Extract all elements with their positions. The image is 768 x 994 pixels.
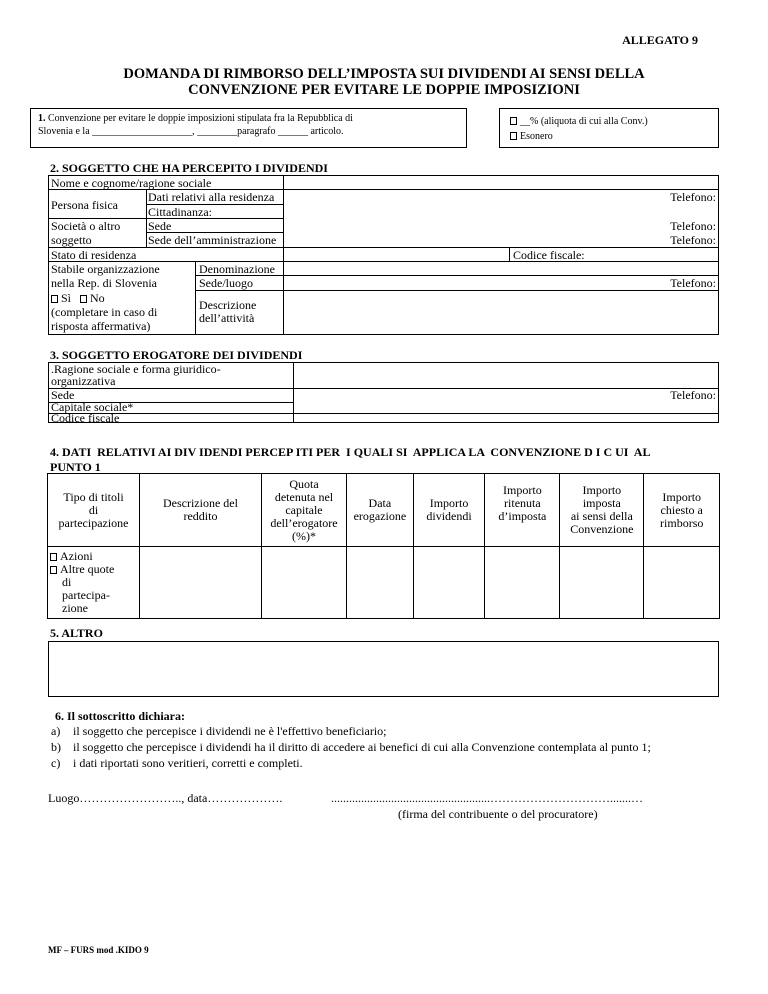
section4-heading: 4. DATI RELATIVI AI DIV IDENDI PERCEP ITI PER I QUALI SI APPLICA LA CONVENZIONE D I C UI AL PUNTO 1: [50, 445, 651, 474]
citizenship-label: Cittadinanza:: [148, 205, 212, 219]
option-no[interactable]: No: [80, 291, 105, 305]
checkbox-icon[interactable]: [80, 295, 87, 303]
phone-label: Telefono:: [670, 233, 716, 247]
share-capital-label: Capitale sociale*: [51, 400, 134, 414]
company-label-line2: soggetto: [51, 233, 92, 247]
section6-heading: 6. Il sottoscritto dichiara:: [55, 709, 185, 723]
other-field[interactable]: [48, 641, 719, 697]
col-title-description: Descrizione del reddito: [140, 474, 262, 547]
col-title-refund: Importo chiesto a rimborso: [644, 474, 720, 547]
table-cell[interactable]: [347, 547, 414, 619]
legal-form-label: .Ragione sociale e forma giuridico- organizzativa: [51, 362, 221, 388]
permanent-establishment-line1: Stabile organizzazione: [51, 262, 160, 276]
permanent-establishment-line2: nella Rep. di Slovenia: [51, 276, 157, 290]
checkbox-icon[interactable]: [510, 132, 517, 140]
col-title-date: Data erogazione: [347, 474, 414, 547]
col-title-dividends: Importo dividendi: [413, 474, 485, 547]
col-title-type: Tipo di titoli di partecipazione: [48, 474, 140, 547]
form-code: MF – FURS mod .KIDO 9: [48, 945, 149, 955]
table-cell[interactable]: [261, 547, 346, 619]
declaration-item: a) il soggetto che percepisce i dividendi ne è l'effettivo beneficiario;: [51, 724, 387, 738]
attachment-label: ALLEGATO 9: [622, 33, 698, 47]
table-cell[interactable]: [140, 547, 262, 619]
table-row: [48, 547, 720, 619]
natural-person-label: Persona fisica: [51, 198, 118, 212]
signature-line[interactable]: .....................................................………………………….......…: [331, 791, 643, 805]
pe-note-line1: (completare in caso di: [51, 305, 158, 319]
security-type-cell: Azioni Altre quote di partecipa- zione: [48, 547, 140, 619]
checkbox-icon[interactable]: [51, 295, 58, 303]
residence-state-label: Stato di residenza: [51, 248, 137, 262]
section1-text1: Convenzione per evitare le doppie imposizioni stipulata fra la Repubblica di: [48, 113, 353, 124]
option-rate[interactable]: __% (aliquota di cui alla Conv.): [510, 114, 648, 129]
management-seat-label: Sede dell’amministrazione: [148, 233, 277, 247]
section1-number: 1.: [38, 113, 46, 124]
page-title-line2: CONVENZIONE PER EVITARE LE DOPPIE IMPOSIZIONI: [188, 82, 580, 98]
phone-label: Telefono:: [670, 219, 716, 233]
section3-heading: 3. SOGGETTO EROGATORE DEI DIVIDENDI: [50, 348, 303, 362]
option-shares[interactable]: Azioni: [50, 550, 137, 563]
page-title: [40, 66, 728, 98]
phone-label: Telefono:: [670, 276, 716, 290]
denomination-label: Denominazione: [199, 262, 275, 276]
company-label-line1: Società o altro: [51, 219, 121, 233]
residence-data-label: Dati relativi alla residenza: [148, 190, 275, 204]
dividends-table: [47, 473, 720, 619]
seat-label: Sede: [148, 219, 172, 233]
section1-text2: Slovenia e la ____________________, ________paragrafo ______ articolo.: [38, 126, 344, 137]
activity-label-line2: dell’attività: [199, 311, 255, 325]
section5-heading: 5. ALTRO: [50, 626, 103, 640]
col-title-share: Quota detenuta nel capitale dell’erogatore (%)*: [261, 474, 346, 547]
declaration-item: b) il soggetto che percepisce i dividendi ha il diritto di accedere ai benefici di cui alla Convenzione contemplata al punto 1;: [51, 740, 651, 754]
phone-label: Telefono:: [670, 190, 716, 204]
table-cell[interactable]: [485, 547, 560, 619]
payer-seat-label: Sede: [51, 388, 75, 402]
col-title-withholding: Importo ritenuta d’imposta: [485, 474, 560, 547]
signature-label: (firma del contribuente o del procuratore): [398, 807, 598, 821]
place-date-field[interactable]: Luogo…………………….., data……………….: [48, 791, 283, 805]
table-cell[interactable]: [413, 547, 485, 619]
option-exempt[interactable]: Esonero: [510, 129, 648, 144]
tax-code-label: Codice fiscale:: [513, 248, 585, 262]
checkbox-icon[interactable]: [510, 117, 517, 125]
phone-label: Telefono:: [670, 388, 716, 402]
col-title-treaty-tax: Importo imposta ai sensi della Convenzione: [560, 474, 644, 547]
seat-place-label: Sede/luogo: [199, 276, 253, 290]
option-yes[interactable]: Sì: [51, 291, 71, 305]
page-title-line1: DOMANDA DI RIMBORSO DELL’IMPOSTA SUI DIVIDENDI AI SENSI DELLA: [123, 66, 645, 82]
section2-heading: 2. SOGGETTO CHE HA PERCEPITO I DIVIDENDI: [50, 161, 328, 175]
checkbox-icon[interactable]: [50, 553, 57, 561]
declaration-item: c) i dati riportati sono veritieri, corretti e completi.: [51, 756, 303, 770]
table-header-row: [48, 474, 720, 547]
recipient-name-label: Nome e cognome/ragione sociale: [51, 176, 212, 190]
pe-note-line2: risposta affermativa): [51, 319, 151, 333]
table-cell[interactable]: [560, 547, 644, 619]
option-other-shares[interactable]: Altre quote: [50, 563, 137, 576]
payer-tax-code-label: Codice fiscale: [51, 411, 120, 425]
section1-box: [30, 108, 467, 148]
checkbox-icon[interactable]: [50, 566, 57, 574]
yes-no-options: [51, 291, 105, 306]
section1-options-box: [499, 108, 719, 148]
declaration-list: [51, 723, 721, 771]
activity-label-line1: Descrizione: [199, 298, 257, 312]
table-cell[interactable]: [644, 547, 720, 619]
